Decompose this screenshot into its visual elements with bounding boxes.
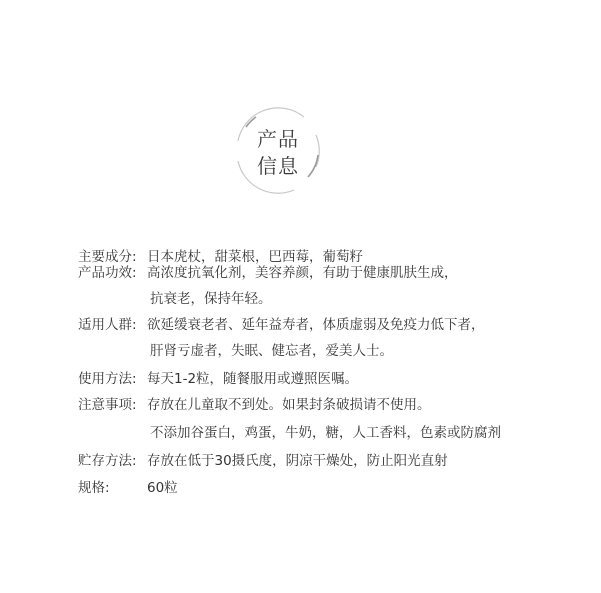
title-line-2: 信息 [257,154,299,178]
info-label: 注意事项: [78,397,137,413]
info-value: 不添加谷蛋白，鸡蛋，牛奶，糖，人工香料，色素或防腐剂 [150,425,501,441]
section-title-badge [232,105,324,197]
info-label: 产品功效: [78,265,137,281]
info-label: 适用人群: [78,317,137,333]
info-label: 主要成分: [78,249,137,265]
info-label: 使用方法: [78,371,137,387]
info-value: 存放在低于30摄氏度，阴凉干燥处，防止阳光直射 [147,453,448,469]
info-value: 60粒 [147,480,178,496]
info-label: 规格: [78,480,110,496]
info-value: 日本虎杖，甜菜根，巴西莓，葡萄籽 [147,249,363,265]
info-value: 存放在儿童取不到处。如果封条破损请不使用。 [147,397,431,413]
info-value: 抗衰老，保持年轻。 [150,291,272,307]
info-value: 每天1-2粒，随餐服用或遵照医嘱。 [147,371,359,387]
info-value: 肝肾亏虚者，失眠、健忘者，爱美人士。 [150,343,393,359]
title-line-1: 产品 [257,127,299,151]
info-label: 贮存方法: [78,453,137,469]
info-value: 高浓度抗氧化剂，美容养颜，有助于健康肌肤生成， [147,265,458,281]
info-value: 欲延缓衰老者、延年益寿者，体质虚弱及免疫力低下者， [147,317,485,333]
